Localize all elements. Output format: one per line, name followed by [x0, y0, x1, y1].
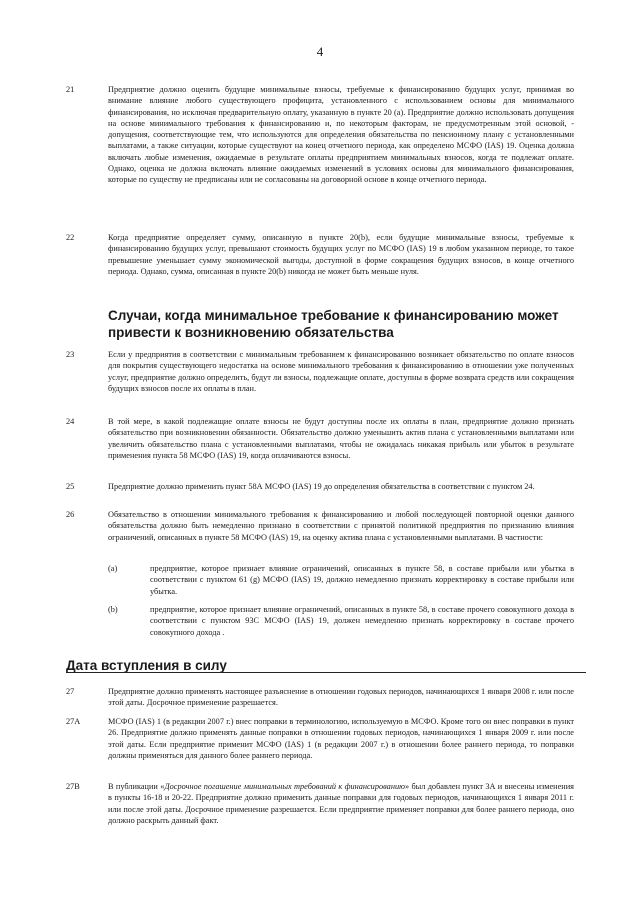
- paragraph-number: 27: [66, 687, 75, 696]
- paragraph-text: В той мере, в какой подлежащие оплате взносы не будут доступны после их оплаты в план, предприятие должно признать обязательство при возникновении обязанности. Обязательство должно уменьшить актив плана с установленными выплатами или увеличить обязательство плана с установленными выплатами, чтобы не ожидалась никакая прибыль или убыток в результате применения пункта 58 МСФО (IAS) 19, когда оплачиваются взносы.: [108, 417, 574, 460]
- paragraph-text: Предприятие должно оценить будущие минимальные взносы, требуемые к финансированию будущих услуг, принимая во внимание влияние любого существующего профицита, установленного с использованием основы для минимального финансирования, но исключая предварительную оплату, указанную в пункте 20 (а). Предприятие должно использовать допущения на основе минимального требования к финансированию и, по некоторым факторам, не предусмотренным этой основой, - допущения, соответствующие тем, что используются для определения обязательства по пенсионному плану с установленными выплатами, а также ситуации, которые существуют на конец отчетного периода, как определено МСФО (IAS) 19. Оценка должна включать любые изменения, ожидаемые в результате оплаты предприятием минимальных взносов, когда те подлежат оплате. Однако, оценка не должна включать влияние ожидаемых изменений в условиях основы для минимального финансирования, которые по существу не предписаны или не согласованы на договорной основе в конце отчетного периода.: [108, 85, 574, 185]
- paragraph-number: 27A: [66, 717, 81, 726]
- paragraph-number: 22: [66, 233, 75, 242]
- subitem-b: [108, 604, 574, 638]
- subitem-mark: (b): [108, 605, 118, 614]
- paragraph-number: 27B: [66, 782, 80, 791]
- paragraph-27: [66, 686, 574, 709]
- paragraph-text-end: » был добавлен пункт 3А и внесены изменения в пункты 16-18 и 20-22. Предприятие должно применить данные поправки для годовых периодов, начинающихся 1 января 2011 г. или после этой даты. Досрочное применение разрешается. Если предприятие применяет поправки для более раннего периода, оно должно раскрыть данный факт.: [108, 782, 574, 825]
- subitem-mark: (a): [108, 564, 118, 573]
- paragraph-24: [66, 416, 574, 461]
- paragraph-number: 23: [66, 350, 75, 359]
- paragraph-27b: [66, 781, 574, 826]
- section-heading-effective-date: Дата вступления в силу: [66, 658, 227, 673]
- paragraph-text-start: В публикации «: [108, 782, 165, 791]
- paragraph-text: МСФО (IAS) 1 (в редакции 2007 г.) внес поправки в терминологию, используемую в МСФО. Кроме того он внес поправки в пункт 26. Предприятие должно применять данные поправки в отношении годовых периодов, начинающихся 1 января 2009 г. или после этой даты. Если предприятие применит МСФО (IAS) 1 (в редакции 2007 г.) в отношении более раннего периода, то поправки должны применяться для данного более раннего периода.: [108, 717, 574, 760]
- paragraph-23: [66, 349, 574, 394]
- paragraph-26: [66, 509, 574, 543]
- subitem-text: предприятие, которое признает влияние ограничений, описанных в пункте 58, в составе прочего совокупного дохода в соответствии с пунктом 93С МСФО (IAS) 19, должен немедленно признать корректировку в составе прочего совокупного дохода .: [150, 605, 574, 637]
- paragraph-text: Предприятие должно применить пункт 58А МСФО (IAS) 19 до определения обязательства в соответствии с пунктом 24.: [108, 482, 535, 491]
- section-heading-min-funding: Случаи, когда минимальное требование к финансированию может привести к возникновению обязательства: [108, 308, 559, 340]
- paragraph-text: Когда предприятие определяет сумму, описанную в пункте 20(b), если будущие минимальные взносы, требуемые к финансированию будущих услуг, превышают стоимость будущих услуг по МСФО (IAS) 19 в любом указанном периоде, то такое превышение уменьшает сумму экономической выгоды, доступной в форме сокращения будущих взносов, в конце отчетного периода. Однако, сумма, описанная в пункте 20(b) никогда не может быть меньше нуля.: [108, 233, 574, 276]
- paragraph-27a: [66, 716, 574, 761]
- page-number: 4: [316, 44, 324, 59]
- paragraph-25: [66, 481, 574, 492]
- paragraph-text: Если у предприятия в соответствии с минимальным требованием к финансированию возникает обязательство по оплате взносов для покрытия существующего недостатка на основе минимального требования к финансированию в отношении уже полученных услуг, предприятие должно определить, будут ли взносы, подлежащие оплате, доступны в форме возврата средств или сокращения будущих взносов после их оплаты в план.: [108, 350, 574, 393]
- paragraph-number: 25: [66, 482, 75, 491]
- section-divider: [66, 672, 586, 673]
- paragraph-number: 24: [66, 417, 75, 426]
- paragraph-text: [108, 781, 574, 826]
- paragraph-22: [66, 232, 574, 277]
- paragraph-number: 26: [66, 510, 75, 519]
- paragraph-21: [66, 84, 574, 186]
- paragraph-number: 21: [66, 85, 75, 94]
- subitem-a: [108, 563, 574, 597]
- paragraph-text: Предприятие должно применять настоящее разъяснение в отношении годовых периодов, начинающихся 1 января 2008 г. или после этой даты. Досрочное применение разрешается.: [108, 687, 574, 708]
- subitem-text: предприятие, которое признает влияние ограничений, описанных в пункте 58, в составе прибыли или убытка в соответствии с пунктом 61 (g) МСФО (IAS) 19, должно немедленно признать корректировку в составе прибыли или убытка.: [150, 564, 574, 596]
- paragraph-text: Обязательство в отношении минимального требования к финансированию и любой последующей повторной оценки данного обязательства должно быть немедленно признано в соответствии с принятой политикой предприятия по признанию влияния ограничений, описанных в пункте 58 МСФО (IAS) 19, на оценку актива плана с установленными выплатами. В частности:: [108, 510, 574, 542]
- publication-title: Досрочное погашение минимальных требований к финансированию: [164, 782, 405, 791]
